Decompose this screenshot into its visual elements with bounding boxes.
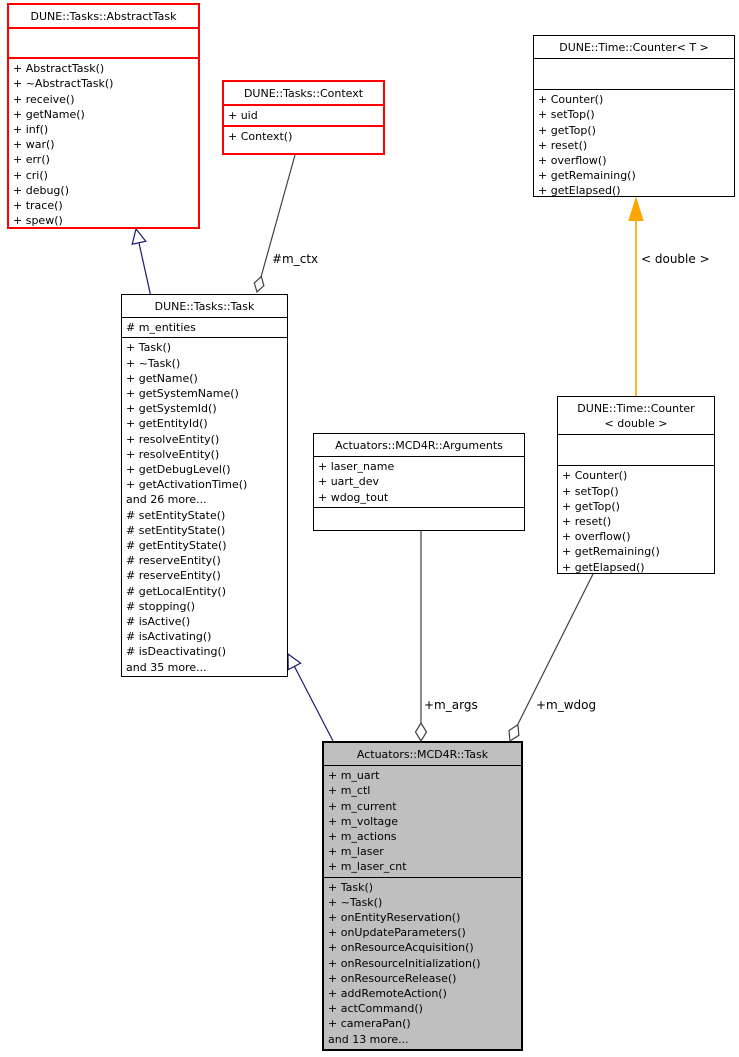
member-line: + getElapsed() bbox=[562, 560, 645, 574]
member-line: + getRemaining() bbox=[538, 169, 636, 183]
class-title: DUNE::Tasks::Context bbox=[243, 87, 364, 100]
class-title-line1: DUNE::Time::Counter bbox=[577, 402, 695, 415]
member-line: + war() bbox=[13, 138, 55, 152]
edge-label-m-wdog: +m_wdog bbox=[536, 698, 597, 712]
member-line: + inf() bbox=[13, 123, 49, 137]
class-node-mcd4r-task[interactable] bbox=[322, 741, 523, 1051]
member-line: # setEntityState() bbox=[126, 508, 226, 522]
class-node-abstract-task[interactable] bbox=[7, 3, 200, 229]
class-title-line2: < double > bbox=[604, 417, 668, 431]
inheritance-arrowhead bbox=[288, 654, 301, 670]
member-line: + Task() bbox=[328, 880, 374, 894]
aggregation-diamond-m-wdog bbox=[509, 725, 519, 741]
member-line: # isActive() bbox=[126, 615, 191, 629]
member-line: + m_actions bbox=[328, 830, 397, 844]
inheritance-edge-mcd4rtask-task bbox=[294, 666, 333, 741]
member-line: + reset() bbox=[538, 138, 588, 152]
attributes-section bbox=[122, 317, 287, 337]
member-line: + ~AbstractTask() bbox=[13, 77, 114, 91]
member-line: + Counter() bbox=[538, 93, 604, 107]
member-line: + onResourceRelease() bbox=[328, 971, 457, 985]
member-line: # stopping() bbox=[126, 599, 196, 613]
member-line: + onResourceAcquisition() bbox=[328, 941, 474, 955]
member-line: + Task() bbox=[126, 341, 172, 355]
member-line: + getSystemId() bbox=[126, 402, 217, 416]
edge-label-template-double: < double > bbox=[641, 252, 710, 266]
member-line: + wdog_tout bbox=[318, 490, 389, 504]
member-line: + getRemaining() bbox=[562, 545, 660, 559]
member-line: # getLocalEntity() bbox=[126, 584, 226, 598]
attributes-section bbox=[534, 58, 734, 89]
class-node-task[interactable] bbox=[121, 294, 288, 677]
member-line: + cameraPan() bbox=[328, 1017, 411, 1031]
member-line: + trace() bbox=[13, 199, 63, 213]
member-line: and 26 more... bbox=[126, 493, 207, 507]
class-node-counter-t[interactable] bbox=[533, 35, 735, 197]
member-line: + err() bbox=[13, 153, 50, 167]
member-line: + getEntityId() bbox=[126, 417, 208, 431]
methods-section bbox=[122, 337, 287, 676]
member-line: + overflow() bbox=[562, 530, 631, 544]
member-line: + getTop() bbox=[562, 499, 620, 513]
class-title: DUNE::Tasks::Task bbox=[154, 300, 255, 313]
member-line: + m_uart bbox=[328, 769, 380, 783]
class-title bbox=[558, 397, 714, 434]
member-line: + m_laser_cnt bbox=[328, 860, 407, 874]
member-line: + actCommand() bbox=[328, 1002, 423, 1016]
member-line: + getActivationTime() bbox=[126, 478, 248, 492]
attributes-section bbox=[9, 27, 198, 57]
member-line: and 13 more... bbox=[328, 1032, 409, 1046]
member-line: + onUpdateParameters() bbox=[328, 926, 466, 940]
inheritance-arrowhead bbox=[132, 229, 146, 244]
member-line: + resolveEntity() bbox=[126, 432, 220, 446]
class-node-arguments[interactable] bbox=[313, 433, 525, 531]
member-line: + m_current bbox=[328, 799, 397, 813]
member-line: + Counter() bbox=[562, 469, 628, 483]
class-title: DUNE::Tasks::AbstractTask bbox=[30, 10, 177, 23]
methods-section bbox=[534, 89, 734, 197]
member-line: + AbstractTask() bbox=[13, 62, 105, 76]
class-title: DUNE::Time::Counter< T > bbox=[559, 41, 709, 54]
member-line: + resolveEntity() bbox=[126, 447, 220, 461]
member-line: + addRemoteAction() bbox=[328, 987, 447, 1001]
member-line: # getEntityState() bbox=[126, 539, 227, 553]
member-line: + m_ctl bbox=[328, 784, 371, 798]
member-line: and 35 more... bbox=[126, 660, 207, 674]
methods-section bbox=[314, 507, 524, 530]
attributes-section bbox=[558, 434, 714, 465]
member-line: + setTop() bbox=[538, 108, 595, 122]
member-line: + spew() bbox=[13, 214, 63, 228]
member-line: # isDeactivating() bbox=[126, 645, 227, 659]
member-line: # reserveEntity() bbox=[126, 554, 221, 568]
member-line: + getName() bbox=[13, 107, 85, 121]
member-line: + getName() bbox=[126, 371, 198, 385]
inheritance-edge-task-abstracttask bbox=[139, 243, 151, 297]
member-line: + receive() bbox=[13, 92, 75, 106]
member-line: + uart_dev bbox=[318, 475, 380, 489]
member-line: + uid bbox=[228, 109, 258, 123]
member-line: + onResourceInitialization() bbox=[328, 956, 481, 970]
member-line: + Context() bbox=[228, 130, 293, 144]
member-line: + overflow() bbox=[538, 154, 607, 168]
member-line: # reserveEntity() bbox=[126, 569, 221, 583]
member-line: + m_voltage bbox=[328, 814, 399, 828]
member-line: + ~Task() bbox=[126, 356, 181, 370]
member-line: + getElapsed() bbox=[538, 184, 621, 197]
methods-section bbox=[324, 877, 521, 1049]
member-line: + reset() bbox=[562, 515, 612, 529]
member-line: + getTop() bbox=[538, 123, 596, 137]
methods-section bbox=[9, 57, 198, 229]
class-node-counter-double[interactable] bbox=[557, 396, 715, 574]
member-line: + setTop() bbox=[562, 484, 619, 498]
methods-section bbox=[224, 125, 383, 153]
class-title: Actuators::MCD4R::Arguments bbox=[335, 439, 503, 452]
edge-label-m-args: +m_args bbox=[424, 698, 478, 712]
member-line: + getSystemName() bbox=[126, 387, 239, 401]
member-line: # isActivating() bbox=[126, 630, 212, 644]
methods-section bbox=[558, 465, 714, 574]
member-line: + laser_name bbox=[318, 460, 395, 474]
attributes-section bbox=[324, 765, 521, 876]
template-arrowhead bbox=[629, 198, 643, 221]
member-line: + debug() bbox=[13, 183, 69, 197]
aggregation-diamond-m-ctx bbox=[254, 277, 264, 292]
member-line: + ~Task() bbox=[328, 895, 383, 909]
member-line: + m_laser bbox=[328, 845, 384, 859]
member-line: # m_entities bbox=[126, 321, 196, 335]
member-line: + getDebugLevel() bbox=[126, 463, 231, 477]
attributes-section bbox=[224, 104, 383, 125]
aggregation-diamond-m-args bbox=[416, 723, 427, 741]
member-line: + onEntityReservation() bbox=[328, 911, 461, 925]
member-line: + cri() bbox=[13, 168, 48, 182]
edge-label-m-ctx: #m_ctx bbox=[272, 252, 319, 266]
attributes-section bbox=[314, 456, 524, 507]
member-line: # setEntityState() bbox=[126, 523, 226, 537]
class-node-context[interactable] bbox=[222, 80, 385, 155]
class-title: Actuators::MCD4R::Task bbox=[356, 748, 489, 761]
